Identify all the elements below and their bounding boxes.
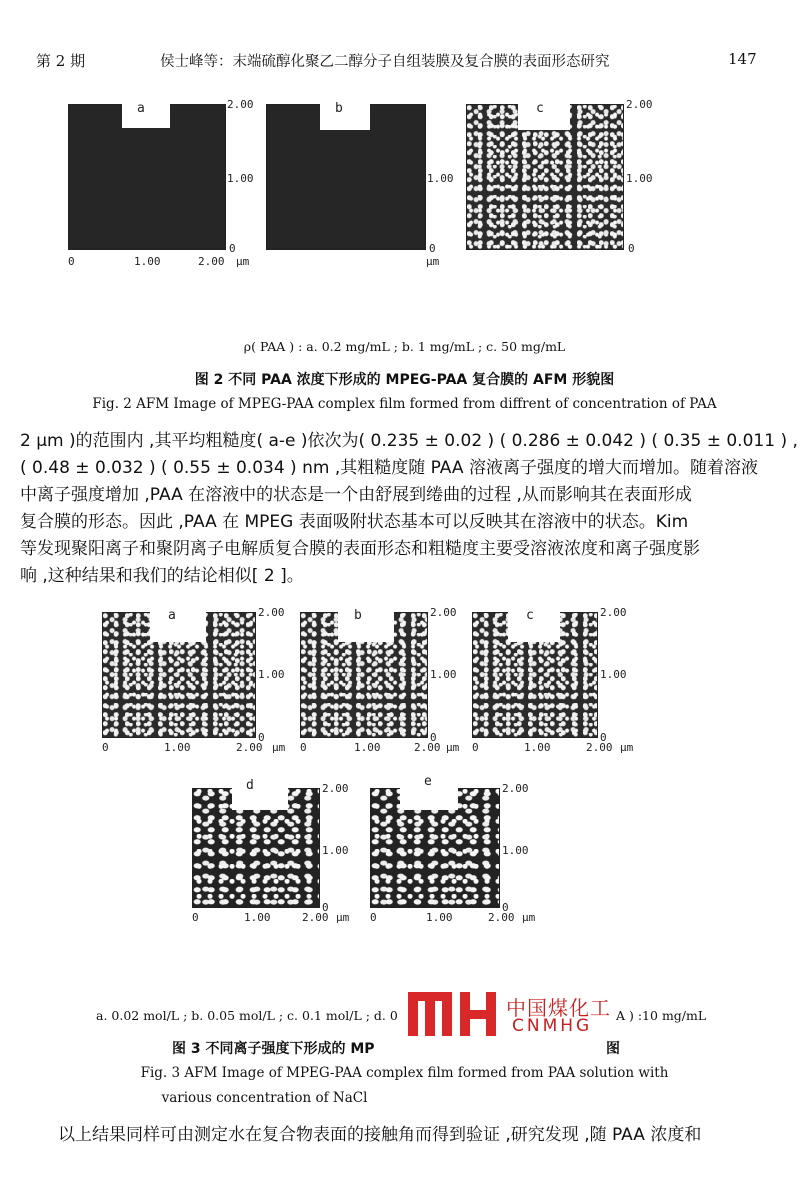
y-tick-zero: 0 — [429, 242, 436, 255]
x-tick-end: 2.00 — [586, 741, 613, 754]
y-tick-top: 2.00 — [600, 606, 627, 619]
y-tick-zero: 0 — [229, 242, 236, 255]
y-tick-mid: 1.00 — [227, 172, 254, 185]
y-tick-zero: 0 — [600, 731, 607, 744]
x-tick-zero: 0 — [102, 741, 109, 754]
paragraph-line: 以上结果同样可由测定水在复合物表面的接触角而得到验证 ,研究发现 ,随 PAA 浓度和 — [58, 1125, 702, 1145]
y-tick-mid: 1.00 — [427, 172, 454, 185]
x-tick-zero: 0 — [68, 255, 75, 268]
paragraph-line: 复合膜的形态。因此 ,PAA 在 MPEG 表面吸附状态基本可以反映其在溶液中的状态。Kim — [20, 512, 689, 532]
y-tick-top: 2.00 — [430, 606, 457, 619]
x-axis-unit: μm — [446, 741, 460, 754]
x-tick-end: 2.00 — [198, 255, 225, 268]
running-title: 侯士峰等：末端硫醇化聚乙二醇分子自组装膜及复合膜的表面形态研究 — [160, 54, 610, 70]
watermark-brand-cn: 中国煤化工 — [506, 996, 611, 1020]
figure-3-caption-en-1: Fig. 3 AFM Image of MPEG-PAA complex film formed from PAA solution with — [140, 1065, 669, 1081]
paragraph-line: ( 0.48 ± 0.032 ) ( 0.55 ± 0.034 ) nm ,其粗糙度随 PAA 溶液离子强度的增大而增加。随着溶液 — [20, 458, 758, 478]
body-paragraph-1 — [20, 428, 798, 590]
page-number: 147 — [728, 50, 757, 68]
y-tick-zero: 0 — [628, 242, 635, 255]
y-tick-top: 2.00 — [502, 782, 529, 795]
x-tick-mid: 1.00 — [164, 741, 191, 754]
x-tick-mid: 1.00 — [426, 911, 453, 924]
y-tick-zero: 0 — [322, 901, 329, 914]
x-axis-unit: μm — [336, 911, 350, 924]
watermark-brand-en: CNMHG — [512, 1016, 593, 1036]
x-tick-zero: 0 — [370, 911, 377, 924]
x-tick-end: 2.00 — [236, 741, 263, 754]
x-axis-unit: μm — [426, 255, 440, 268]
y-tick-mid: 1.00 — [322, 844, 349, 857]
y-tick-zero: 0 — [430, 731, 437, 744]
watermark-logo — [408, 990, 618, 1038]
figure-3-conditions-tail: A ) :10 mg/mL — [616, 1008, 707, 1023]
figure-2-caption-en: Fig. 2 AFM Image of MPEG-PAA complex film formed from diffrent of concentration of PAA — [92, 396, 717, 412]
panel-label-a: a — [168, 608, 176, 623]
watermark-mark-icon — [408, 990, 498, 1038]
figure-2-caption-cn: 图 2 不同 PAA 浓度下形成的 MPEG-PAA 复合膜的 AFM 形貌图 — [194, 372, 615, 388]
x-tick-end: 2.00 — [414, 741, 441, 754]
panel-label-d: d — [246, 778, 254, 793]
x-tick-mid: 1.00 — [244, 911, 271, 924]
y-tick-zero: 0 — [258, 731, 265, 744]
y-tick-zero: 0 — [502, 901, 509, 914]
panel-label-c: c — [536, 101, 544, 116]
x-tick-mid: 1.00 — [524, 741, 551, 754]
paragraph-line: 2 μm )的范围内 ,其平均粗糙度( a-e )依次为( 0.235 ± 0.02 ) ( 0.286 ± 0.042 ) ( 0.35 ± 0.011 ) , — [20, 431, 798, 451]
y-tick-mid: 1.00 — [502, 844, 529, 857]
panel-label-c: c — [526, 608, 534, 623]
y-tick-mid: 1.00 — [258, 668, 285, 681]
figure-3-caption-cn-tail: 图 — [606, 1041, 620, 1057]
x-axis-unit: μm — [522, 911, 536, 924]
figure-3-conditions: a. 0.02 mol/L ; b. 0.05 mol/L ; c. 0.1 mol/L ; d. 0 — [96, 1008, 398, 1023]
figure-3-caption-en-2: various concentration of NaCl — [161, 1090, 368, 1106]
x-tick-end: 2.00 — [302, 911, 329, 924]
x-axis-unit: μm — [620, 741, 634, 754]
panel-label-b: b — [335, 101, 343, 116]
journal-issue: 第 2 期 — [36, 52, 86, 70]
x-tick-mid: 1.00 — [354, 741, 381, 754]
figure-2-conditions: ρ( PAA ) : a. 0.2 mg/mL ; b. 1 mg/mL ; c. 50 mg/mL — [243, 339, 566, 354]
figure-3-caption-cn: 图 3 不同离子强度下形成的 MP — [172, 1041, 375, 1057]
y-tick-top: 2.00 — [227, 98, 254, 111]
body-paragraph-2 — [58, 1122, 798, 1149]
y-tick-mid: 1.00 — [430, 668, 457, 681]
panel-label-a: a — [137, 101, 145, 116]
x-tick-zero: 0 — [300, 741, 307, 754]
y-tick-top: 2.00 — [258, 606, 285, 619]
panel-label-b: b — [354, 608, 362, 623]
x-tick-end: 2.00 — [488, 911, 515, 924]
x-tick-zero: 0 — [192, 911, 199, 924]
x-tick-zero: 0 — [472, 741, 479, 754]
panel-label-e: e — [424, 774, 432, 789]
y-tick-mid: 1.00 — [600, 668, 627, 681]
x-tick-mid: 1.00 — [134, 255, 161, 268]
paragraph-line: 响 ,这种结果和我们的结论相似[ 2 ]。 — [20, 566, 304, 586]
x-axis-unit: μm — [236, 255, 250, 268]
paragraph-line: 中离子强度增加 ,PAA 在溶液中的状态是一个由舒展到绻曲的过程 ,从而影响其在表面形成 — [20, 485, 692, 505]
y-tick-mid: 1.00 — [626, 172, 653, 185]
x-axis-unit: μm — [272, 741, 286, 754]
y-tick-top: 2.00 — [322, 782, 349, 795]
paragraph-line: 等发现聚阳离子和聚阴离子电解质复合膜的表面形态和粗糙度主要受溶液浓度和离子强度影 — [20, 539, 700, 559]
y-tick-top: 2.00 — [626, 98, 653, 111]
